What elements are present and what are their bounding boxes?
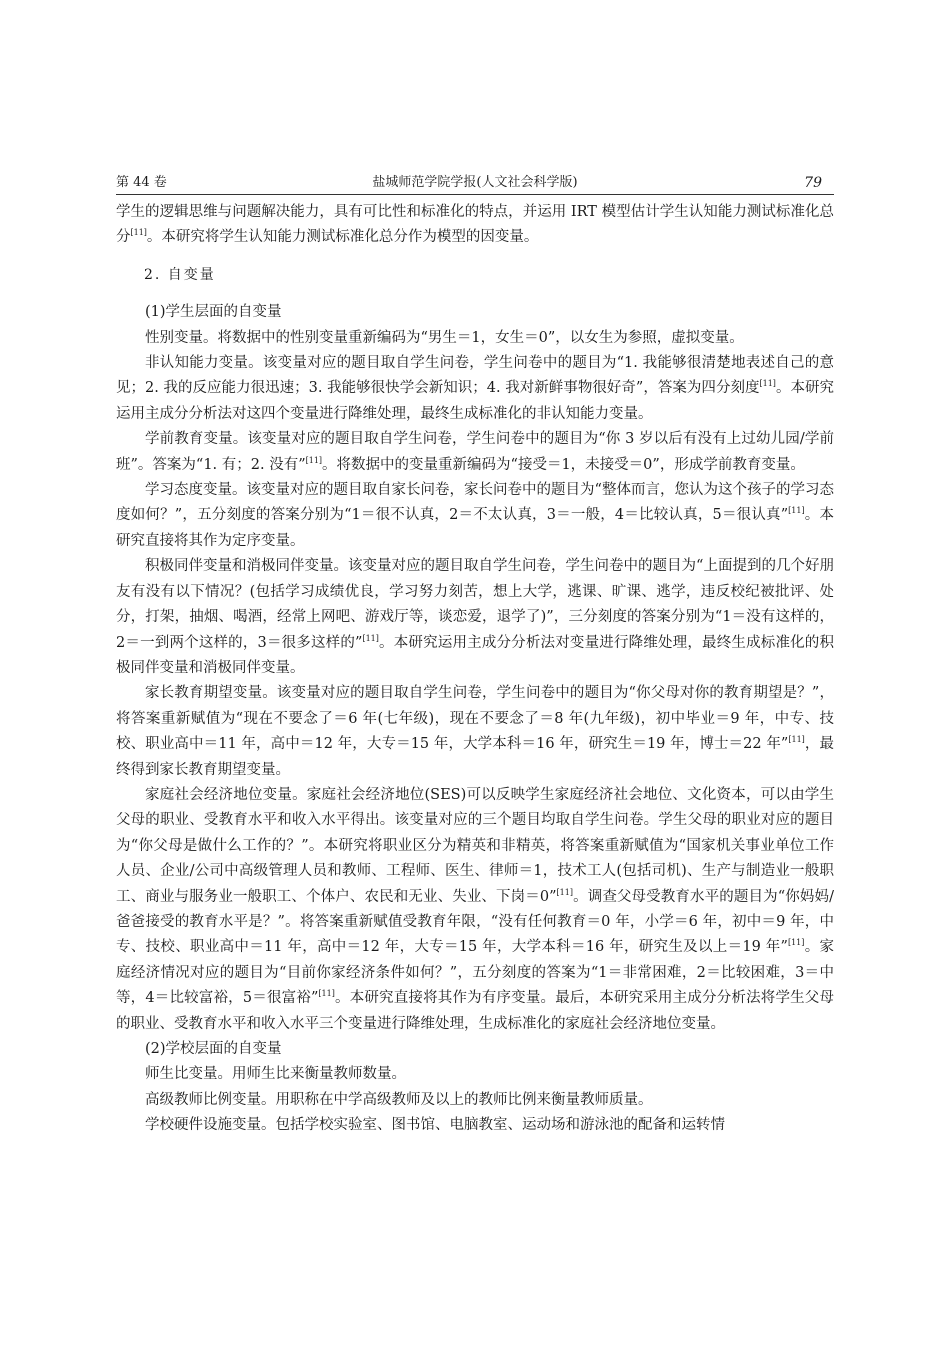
paragraph-ses: 家庭社会经济地位变量。家庭社会经济地位(SES)可以反映学生家庭经济社会地位、文化资本，可以由学生父母的职业、受教育水平和收入水平得出。该变量对应的三个题目均取自学生问卷。学生父母的职业对应的题目为“你父母是做什么工作的？”。本研究将职业区分为精英和非精英，将答案重新赋值为“国家机关事业单位工作人员、企业/公司中高级管理人员和教师、工程师、医生、律师＝1，技术工人(包括司机)、生产与制造业一般职工、商业与服务业一般职工、个体户、农民和无业、失业、下岗＝0”[11]。调查父母受教育水平的题目为“你妈妈/爸爸接受的教育水平是？”。将答案重新赋值受教育年限，“没有任何教育＝0 年，小学＝6 年，初中＝9 年，中专、技校、职业高中＝11 年，高中＝12 年，大专＝15 年，大学本科＝16 年，研究生及以上＝19 年”[11]。家庭经济情况对应的题目为“目前你家经济条件如何？”，五分刻度的答案为“1＝非常困难，2＝比较困难，3＝中等，4＝比较富裕，5＝很富裕”[11]。本研究直接将其作为有序变量。最后，本研究采用主成分分析法将学生父母的职业、受教育水平和收入水平三个变量进行降维处理，生成标准化的家庭社会经济地位变量。 <box>116 786 834 1032</box>
citation: [11] <box>318 989 335 999</box>
paragraph-preschool: 学前教育变量。该变量对应的题目取自学生问卷，学生问卷中的题目为“你 3 岁以后有没有上过幼儿园/学前班”。答案为“1. 有；2. 没有”[11]。将数据中的变量重新编码为“接受＝1，未接受＝0”，形成学前教育变量。 <box>116 431 834 473</box>
subsection-heading: (2)学校层面的自变量 <box>145 1041 282 1057</box>
paragraph-facilities: 学校硬件设施变量。包括学校实验室、图书馆、电脑教室、运动场和游泳池的配备和运转情 <box>145 1117 725 1134</box>
citation: [11] <box>305 455 323 465</box>
citation: [11] <box>362 633 379 643</box>
subsection-heading: (1)学生层面的自变量 <box>145 304 282 321</box>
paragraph-noncognitive: 非认知能力变量。该变量对应的题目取自学生问卷，学生问卷中的题目为“1. 我能够很清楚地表述自己的意见；2. 我的反应能力很迅速；3. 我能够很快学会新知识；4. 我对新鲜事物很好奇”，答案为四分刻度[11]。本研究运用主成分分析法对这四个变量进行降维处理，最终生成标准化的非认知能力变量。 <box>116 355 834 422</box>
paragraph-continued: 学生的逻辑思维与问题解决能力，具有可比性和标准化的特点，并运用 IRT 模型估计学生认知能力测试标准化总分[11]。本研究将学生认知能力测试标准化总分作为模型的因变量。 <box>116 204 834 246</box>
citation: [11] <box>759 379 776 389</box>
citation: [11] <box>787 938 805 948</box>
citation: [11] <box>130 228 147 238</box>
running-header <box>116 172 834 195</box>
citation: [11] <box>556 887 573 897</box>
paragraph-attitude: 学习态度变量。该变量对应的题目取自家长问卷，家长问卷中的题目为“整体而言，您认为这个孩子的学习态度如何？”，五分刻度的答案分别为“1＝很不认真，2＝不太认真，3＝一般，4＝比较认真，5＝很认真”[11]。本研究直接将其作为定序变量。 <box>116 482 834 549</box>
paragraph-teacher-ratio: 师生比变量。用师生比来衡量教师数量。 <box>145 1066 406 1083</box>
article-body <box>116 200 834 1139</box>
citation: [11] <box>788 735 805 745</box>
paragraph-senior-teachers: 高级教师比例变量。用职称在中学高级教师及以上的教师比例来衡量教师质量。 <box>145 1091 653 1108</box>
citation: [11] <box>788 506 805 516</box>
paragraph-expectation: 家长教育期望变量。该变量对应的题目取自学生问卷，学生问卷中的题目为“你父母对你的教育期望是？”，将答案重新赋值为“现在不要念了＝6 年(七年级)，现在不要念了＝8 年(九年级)，初中毕业＝9 年，中专、技校、职业高中＝11 年，高中＝12 年，大专＝15 年，大学本科＝16 年，研究生＝19 年，博士＝22 年”[11]，最终得到家长教育期望变量。 <box>116 685 834 778</box>
volume-label: 第 44 卷 <box>116 175 167 190</box>
paragraph-gender: 性别变量。将数据中的性别变量重新编码为“男生＝1，女生＝0”，以女生为参照，虚拟变量。 <box>145 329 744 346</box>
journal-title: 盐城师范学院学报(人文社会科学版) <box>372 175 578 190</box>
section-heading: 2. 自变量 <box>144 266 216 283</box>
paragraph-peers: 积极同伴变量和消极同伴变量。该变量对应的题目取自学生问卷，学生问卷中的题目为“上面提到的几个好朋友有没有以下情况？(包括学习成绩优良，学习努力刻苦，想上大学，逃课、旷课、逃学，违反校纪被批评、处分，打架，抽烟、喝酒，经常上网吧、游戏厅等，谈恋爱，退学了)”，三分刻度的答案分别为“1＝没有这样的，2＝一到两个这样的，3＝很多这样的”[11]。本研究运用主成分分析法对变量进行降维处理，最终生成标准化的积极同伴变量和消极同伴变量。 <box>116 558 834 676</box>
page-number: 79 <box>804 175 822 191</box>
